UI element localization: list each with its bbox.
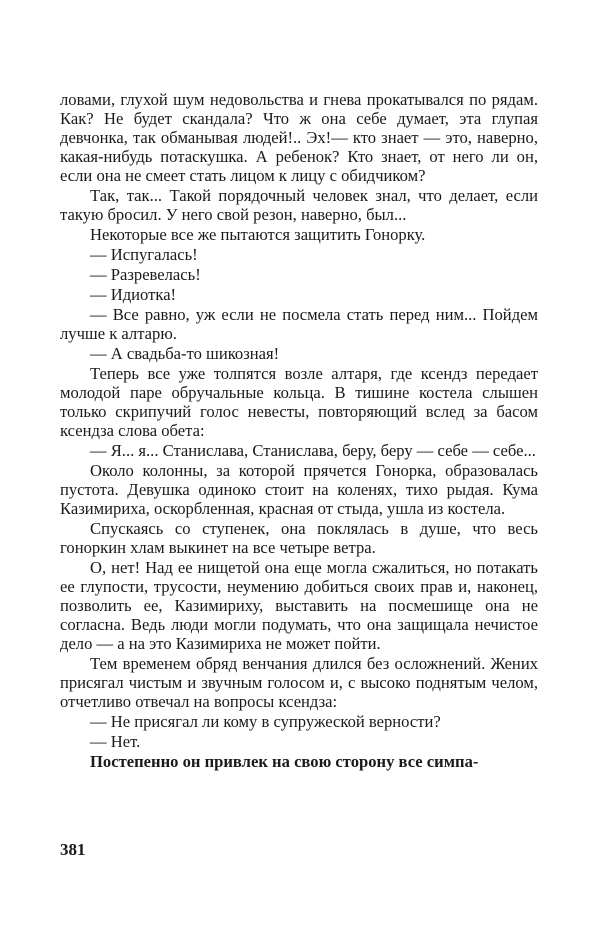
paragraph: Так, так... Такой порядочный человек знал, что делает, если такую бросил. У него свой резон, наверно, был... bbox=[60, 186, 538, 224]
dialogue-line: — Я... я... Станислава, Станислава, беру, беру — себе — себе... bbox=[90, 441, 536, 460]
dialogue-line: — Нет. bbox=[90, 732, 141, 751]
dialogue-line: — Идиотка! bbox=[90, 285, 177, 304]
paragraph: Постепенно он привлек на свою сторону все симпа- bbox=[90, 752, 479, 771]
paragraph: Теперь все уже толпятся возле алтаря, где ксендз передает молодой паре обручальные кольца. В тишине костела слышен только скрипучий голос невесты, повторяющий вслед за басом ксендза слова обета: bbox=[60, 364, 538, 440]
paragraph: ловами, глухой шум недовольства и гнева прокатывался по рядам. Как? Не будет скандала? Что ж она себе думает, эта глупая девчонка, так обманывая людей!.. Эх!— кто знает — это, наверно, какая-нибудь потаскушка. А ребенок? Кто знает, от него ли он, если она не смеет стать лицом к лицу с обидчиком? bbox=[60, 90, 538, 185]
paragraph: Спускаясь со ступенек, она поклялась в душе, что весь гоноркин хлам выкинет на все четыре ветра. bbox=[60, 519, 538, 557]
paragraph: Некоторые все же пытаются защитить Гонорку. bbox=[90, 225, 426, 244]
dialogue-line: — Не присягал ли кому в супружеской верности? bbox=[90, 712, 441, 731]
page-number: 381 bbox=[60, 840, 86, 859]
dialogue-line: — Разревелась! bbox=[90, 265, 201, 284]
paragraph: О, нет! Над ее нищетой она еще могла сжалиться, но потакать ее глупости, трусости, неумению добиться своих прав и, наконец, позволить ее, Казимириху, выставить на посмешище она не согласна. Ведь люди могли подумать, что она защищала нечистое дело — а на это Казимириха не может пойти. bbox=[60, 558, 538, 653]
page-body bbox=[60, 90, 538, 772]
dialogue-line: — Испугалась! bbox=[90, 245, 198, 264]
paragraph: Тем временем обряд венчания длился без осложнений. Жених присягал чистым и звучным голосом и, с высоко поднятым челом, отчетливо отвечал на вопросы ксендза: bbox=[60, 654, 538, 711]
paragraph: Около колонны, за которой прячется Гонорка, образовалась пустота. Девушка одиноко стоит на коленях, тихо рыдая. Кума Казимириха, оскорбленная, красная от стыда, ушла из костела. bbox=[60, 461, 538, 518]
dialogue-line: — А свадьба-то шикозная! bbox=[90, 344, 280, 363]
dialogue-line: — Все равно, уж если не посмела стать перед ним... Пойдем лучше к алтарю. bbox=[60, 305, 538, 343]
